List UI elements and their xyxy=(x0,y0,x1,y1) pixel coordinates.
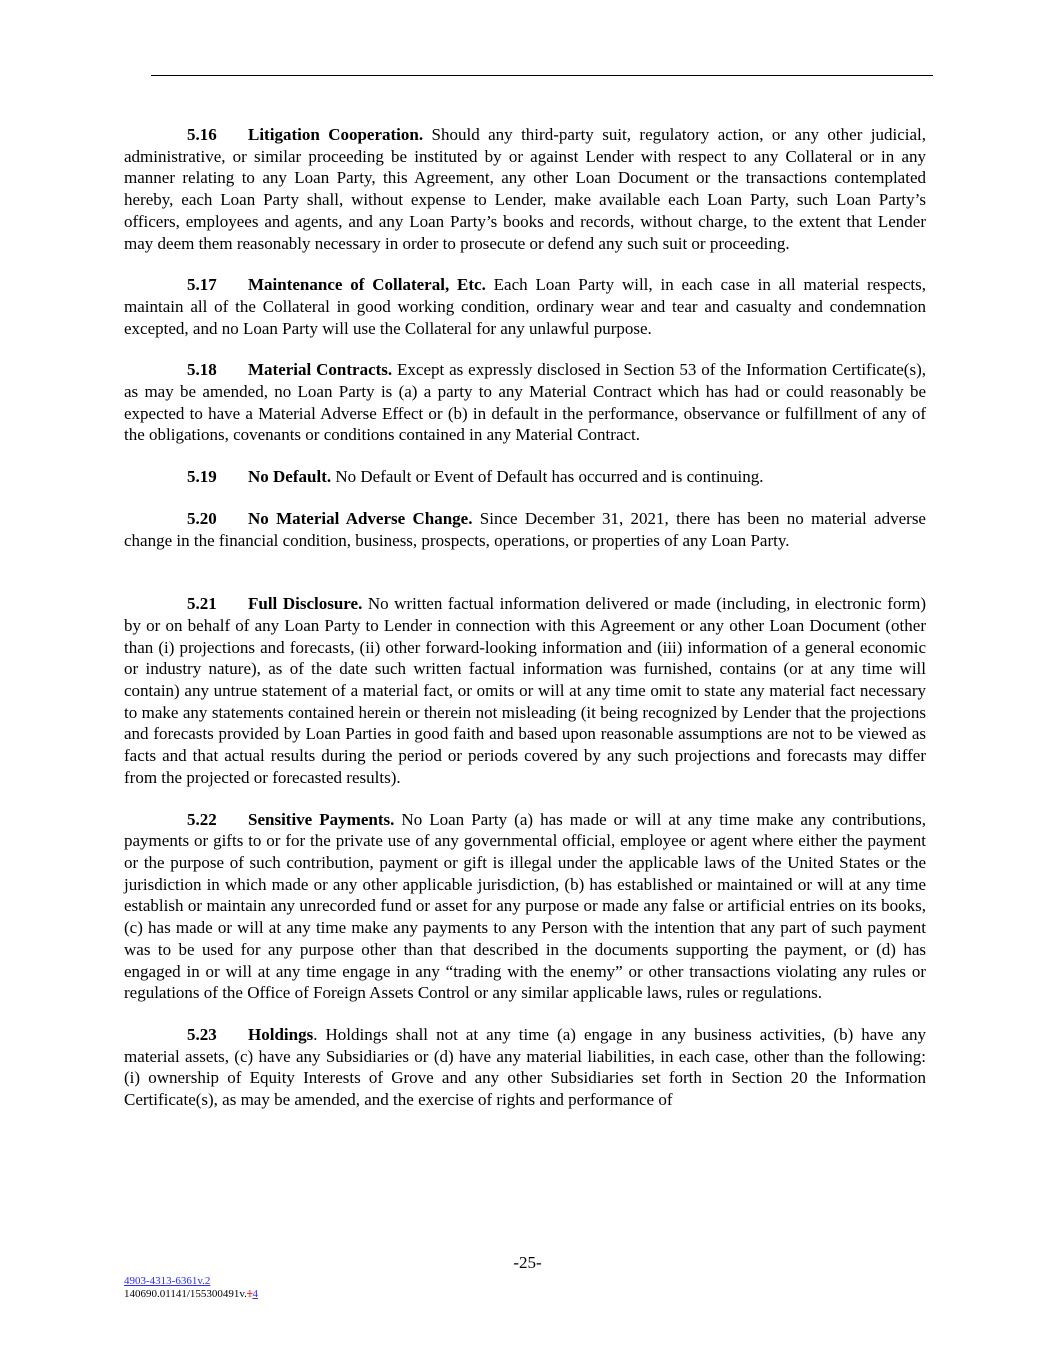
section-number: 5.18 xyxy=(187,360,217,380)
section-body: Should any third-party suit, regulatory action, or any other judicial, administrative, or similar proceeding be instituted by or against Lender with respect to any Collateral or in any manner relating to any Loan Party, this Agreement, any other Loan Document or the transactions contemplated hereby, each Loan Party shall, without expense to Lender, make available each Loan Party, such Loan Party’s officers, employees and agents, and any Loan Party’s books and records, without charge, to the extent that Lender may deem them reasonably necessary in order to prosecute or defend any such suit or proceeding. xyxy=(124,125,927,253)
section-5-23 xyxy=(124,1024,926,1111)
section-title: No Material Adverse Change. xyxy=(248,508,473,528)
section-5-17 xyxy=(124,274,926,339)
section-title: Material Contracts. xyxy=(248,360,393,380)
document-body xyxy=(124,124,926,1131)
footer-inserted-version: 4 xyxy=(252,1288,258,1300)
section-body: Since December 31, 2021, there has been no material adverse change in the financial condition, business, prospects, operations, or properties of any Loan Party. xyxy=(124,508,926,550)
section-body: No Default or Event of Default has occurred and is continuing. xyxy=(331,467,764,487)
section-number: 5.21 xyxy=(187,594,217,614)
header-rule xyxy=(151,75,933,76)
section-title: Full Disclosure. xyxy=(248,594,363,614)
section-number: 5.20 xyxy=(187,508,217,528)
section-title: Sensitive Payments. xyxy=(248,809,395,829)
section-number: 5.22 xyxy=(187,809,217,829)
footer-file-ref xyxy=(124,1288,258,1301)
section-body: No written factual information delivered or made (including, in electronic form) by or on behalf of any Loan Party to Lender in connection with this Agreement or any other Loan Document (other than (i) projections and forecasts, (ii) other forward-looking information and (iii) information of a general economic or industry nature), as of the date such written factual information was furnished, contains (or at any time will contain) any untrue statement of a material fact, or omits or will at any time omit to state any material fact necessary to make any statements contained herein or therein not misleading (it being recognized by Lender that the projections and forecasts provided by Loan Parties in good faith and based upon reasonable assumptions are not to be viewed as facts and that actual results during the period or periods covered by any such projections and forecasts may differ from the projected or forecasted results). xyxy=(124,594,926,787)
section-5-19 xyxy=(124,466,926,488)
section-5-16 xyxy=(124,124,926,254)
footer-deleted-version: 1 xyxy=(246,1288,253,1300)
section-title: Litigation Cooperation. xyxy=(248,125,424,144)
section-title: No Default. xyxy=(248,467,332,487)
section-5-18 xyxy=(124,359,926,446)
section-number: 5.16 xyxy=(187,125,217,144)
section-body: No Loan Party (a) has made or will at any time make any contributions, payments or gifts to or for the private use of any governmental official, employee or agent where either the payment or the purpose of such contribution, payment or gift is illegal under the applicable laws of the United States or the jurisdiction in which made or any other applicable jurisdiction, (b) has established or maintained or will at any time establish or maintain any unrecorded fund or asset for any purpose or made any false or artificial entries on its books, (c) has made or will at any time make any payments to any Person with the intention that any part of such payment was to be used for any purpose other than that described in the documents supporting the payment, or (d) has engaged in or will at any time engage in any “trading with the enemy” or other transactions violating any rules or regulations of the Office of Foreign Assets Control or any similar applicable laws, rules or regulations. xyxy=(124,809,926,1003)
section-5-21 xyxy=(124,593,926,788)
page-number: -25- xyxy=(513,1253,542,1272)
section-title: Maintenance of Collateral, Etc. xyxy=(248,275,486,295)
footer xyxy=(124,1275,258,1301)
section-number: 5.23 xyxy=(187,1024,217,1044)
footer-doc-ref: 4903-4313-6361v.2 xyxy=(124,1275,211,1287)
section-title: Holdings xyxy=(248,1024,314,1044)
section-body: Except as expressly disclosed in Section 53 of the Information Certificate(s), as may be amended, no Loan Party is (a) a party to any Material Contract which has had or could reasonably be expected to have a Material Adverse Effect or (b) in default in the performance, observance or fulfillment of any of the obligations, covenants or conditions contained in any Material Contract. xyxy=(124,360,926,445)
section-number: 5.17 xyxy=(187,275,217,295)
section-body: . Holdings shall not at any time (a) engage in any business activities, (b) have any material assets, (c) have any Subsidiaries or (d) have any material liabilities, in each case, other than the following: (i) ownership of Equity Interests of Grove and any other Subsidiaries set forth in Section 20 the Information Certificate(s), as may be amended, and the exercise of rights and performance of xyxy=(124,1024,926,1110)
section-5-22 xyxy=(124,809,926,1004)
footer-file-prefix: 140690.01141/155300491v. xyxy=(124,1288,247,1300)
section-body: Each Loan Party will, in each case in all material respects, maintain all of the Collateral in good working condition, ordinary wear and tear and casualty and condemnation excepted, and no Loan Party will use the Collateral for any unlawful purpose. xyxy=(124,275,926,338)
section-number: 5.19 xyxy=(187,467,217,487)
section-5-20 xyxy=(124,508,926,551)
